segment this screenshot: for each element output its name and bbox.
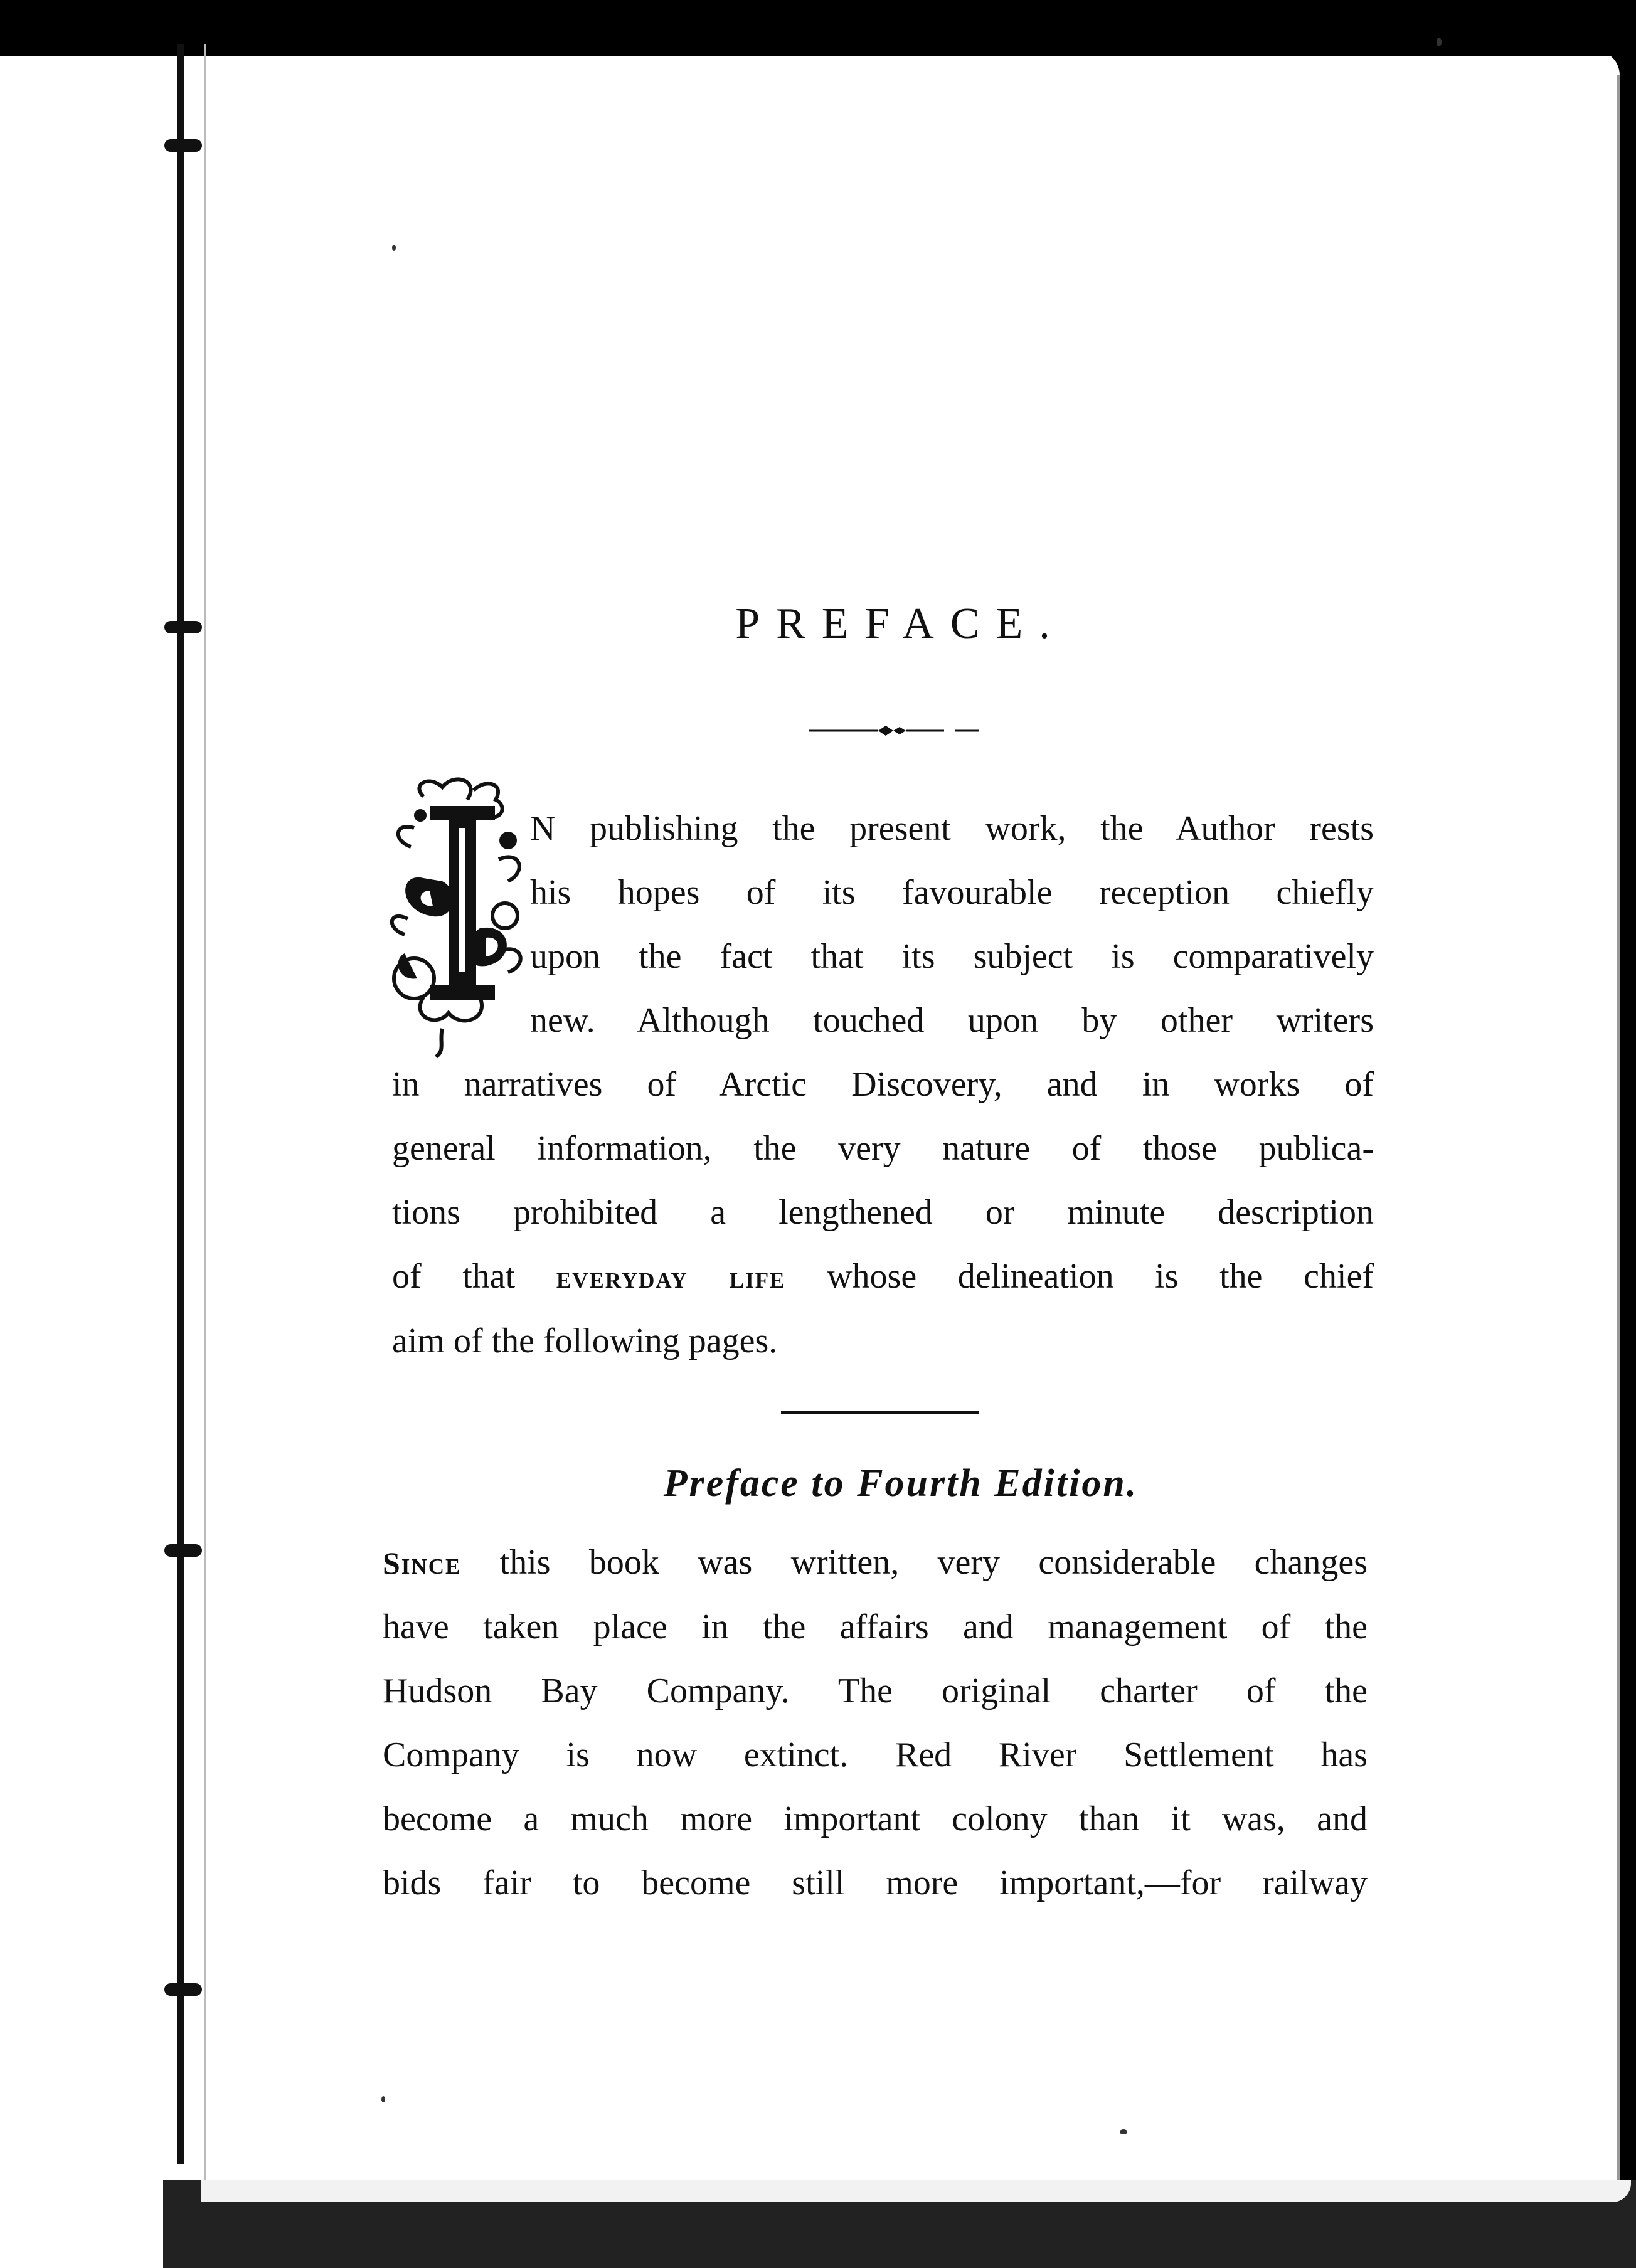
text-line: tions prohibited a lengthened or minute description [392, 1193, 1374, 1232]
text-line: Since this book was written, very considerable changes [383, 1543, 1368, 1582]
page-title: PREFACE. [735, 600, 1066, 648]
first-word-small-caps: Since [383, 1545, 462, 1581]
preface-paragraph-full [392, 1052, 1374, 1373]
section-rule [781, 1411, 979, 1414]
text-line: of that everyday life whose delineation is the chief [392, 1257, 1374, 1296]
page-edge-shadow [1617, 75, 1620, 2208]
text-line: bids fair to become still more important,—for railway [383, 1863, 1368, 1902]
scan-top-edge [0, 0, 1636, 56]
text-line: in narratives of Arctic Discovery, and in works of [392, 1065, 1374, 1104]
section-subtitle: Preface to Fourth Edition. [663, 1462, 1139, 1505]
text-line: general information, the very nature of those publica- [392, 1129, 1374, 1168]
binding-gutter-shadow [204, 44, 206, 2227]
binding-stitch-mark [164, 139, 202, 152]
fourth-edition-paragraph [383, 1530, 1368, 1915]
binding-stitch-mark [164, 1983, 202, 1996]
page-bottom-fold [201, 2180, 1631, 2202]
paper-speck [392, 245, 396, 251]
text-line: his hopes of its favourable reception chiefly [530, 873, 1374, 912]
binding-stitch-mark [164, 1544, 202, 1557]
paper-speck [1120, 2129, 1127, 2134]
ornamental-dropcap [386, 771, 549, 1060]
paper-speck [1437, 38, 1442, 46]
text-line: Hudson Bay Company. The original charter of the [383, 1672, 1368, 1710]
binding-gutter-line [177, 44, 184, 2164]
text-line: Company is now extinct. Red River Settlement has [383, 1735, 1368, 1774]
text-line: upon the fact that its subject is comparatively [530, 937, 1374, 976]
emphasis-everyday-life: everyday life [556, 1259, 786, 1295]
text-line: have taken place in the affairs and management of the [383, 1608, 1368, 1646]
preface-paragraph-indented [530, 797, 1374, 1052]
text-line: new. Although touched upon by other writers [530, 1001, 1374, 1040]
text-line: N publishing the present work, the Author rests [530, 809, 1374, 848]
ornament-divider [809, 721, 979, 740]
text-line: aim of the following pages. [392, 1322, 778, 1360]
scan-right-edge [1620, 69, 1636, 2268]
text-line: become a much more important colony than it was, and [383, 1799, 1368, 1838]
paper-speck [381, 2096, 385, 2102]
